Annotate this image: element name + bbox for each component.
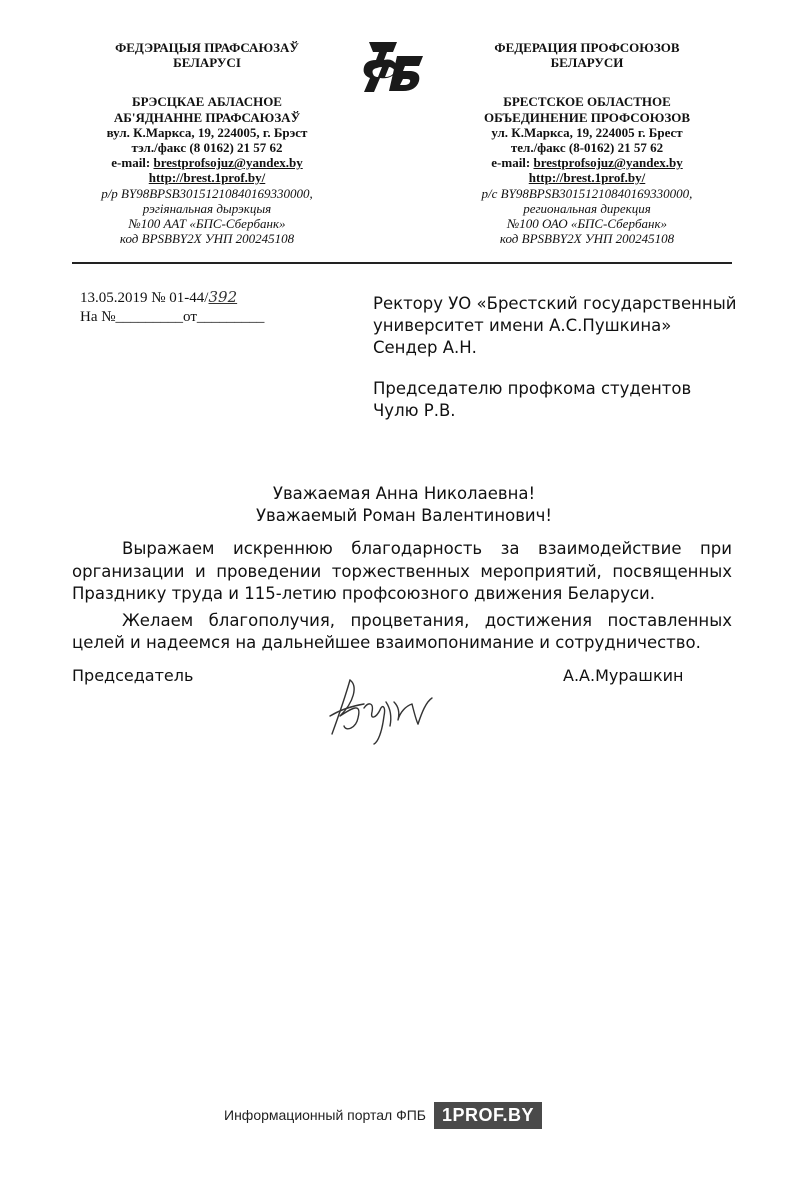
bank-name: №100 ААТ «БПС-Сбербанк» bbox=[128, 216, 286, 232]
handwritten-signature-icon bbox=[328, 672, 438, 747]
phone: тэл./факс (8 0162) 21 57 62 bbox=[131, 140, 283, 156]
body-paragraph: Желаем благополучия, процветания, достижения поставленных целей и надеемся на дальнейшее взаимопонимание и сотрудничество. bbox=[72, 610, 732, 652]
outgoing-number: 13.05.2019 № 01-44/392 bbox=[80, 288, 238, 306]
org-name-line2: БЕЛАРУСИ bbox=[550, 55, 624, 71]
header-left bbox=[72, 40, 342, 246]
footer bbox=[224, 1100, 542, 1130]
letter-body bbox=[72, 538, 732, 659]
branch-name-line2: АБ'ЯДНАННЕ ПРАФСАЮЗАЎ bbox=[113, 109, 301, 125]
fpb-logo-icon bbox=[363, 38, 427, 98]
addressee-line: Председателю профкома студентов bbox=[373, 379, 692, 398]
header-divider bbox=[72, 262, 732, 264]
bank-name: №100 ОАО «БПС-Сбербанк» bbox=[506, 216, 668, 232]
reference-block bbox=[80, 288, 264, 327]
bank-directorate: региональная дирекция bbox=[523, 200, 651, 216]
phone: тел./факс (8-0162) 21 57 62 bbox=[510, 140, 664, 156]
footer-text: Информационный портал ФПБ bbox=[224, 1107, 426, 1123]
addressee-block bbox=[373, 293, 763, 422]
org-name-line1: ФЕДЭРАЦЫЯ ПРАФСАЮЗАЎ bbox=[115, 40, 299, 55]
branch-name-line1: БРЭСЦКАЕ АБЛАСНОЕ bbox=[132, 94, 282, 110]
header-right bbox=[452, 40, 722, 246]
addressee-line: Ректору УО «Брестский государственный bbox=[373, 294, 737, 313]
bank-codes: код BPSBBY2X УНП 200245108 bbox=[499, 231, 675, 247]
email-label: e-mail: bbox=[111, 155, 151, 171]
bank-account: р/с BY98BPSB30151210840169330000, bbox=[481, 185, 693, 201]
email-label: e-mail: bbox=[491, 155, 531, 171]
greeting-line: Уважаемая Анна Николаевна! bbox=[272, 484, 536, 503]
org-name-line2: БЕЛАРУСІ bbox=[173, 55, 241, 71]
addressee-line: университет имени А.С.Пушкина» bbox=[373, 316, 672, 335]
org-name-line1: ФЕДЕРАЦИЯ ПРОФСОЮЗОВ bbox=[494, 40, 680, 55]
greeting-line: Уважаемый Роман Валентинович! bbox=[255, 506, 553, 525]
bank-directorate: рэгіянальная дырэкцыя bbox=[142, 200, 272, 216]
website-link[interactable]: http://brest.1prof.by/ bbox=[528, 170, 646, 186]
address: ул. К.Маркса, 19, 224005 г. Брест bbox=[491, 124, 683, 140]
body-paragraph: Выражаем искреннюю благодарность за взаимодействие при организации и проведении торжественных мероприятий, посвященных Празднику труда и 115-летию профсоюзного движения Беларуси. bbox=[72, 539, 732, 603]
email-link[interactable]: brestprofsojuz@yandex.by bbox=[533, 155, 683, 171]
email-line bbox=[72, 155, 342, 170]
addressee-line: Сендер А.Н. bbox=[373, 338, 477, 357]
greeting bbox=[100, 483, 708, 527]
email-line bbox=[452, 155, 722, 170]
branch-name-line1: БРЕСТСКОЕ ОБЛАСТНОЕ bbox=[503, 94, 671, 110]
branch-name-line2: ОБЪЕДИНЕНИЕ ПРОФСОЮЗОВ bbox=[483, 109, 690, 125]
reply-reference: На №_________от_________ bbox=[80, 309, 265, 325]
addressee-line: Чулю Р.В. bbox=[373, 401, 456, 420]
bank-codes: код BPSBBY2X УНП 200245108 bbox=[119, 231, 295, 247]
signer-position: Председатель bbox=[72, 666, 194, 685]
email-link[interactable]: brestprofsojuz@yandex.by bbox=[153, 155, 303, 171]
address: вул. К.Маркса, 19, 224005, г. Брэст bbox=[106, 124, 308, 140]
website-link[interactable]: http://brest.1prof.by/ bbox=[148, 170, 266, 186]
signer-name: А.А.Мурашкин bbox=[563, 666, 684, 685]
bank-account: р/р BY98BPSB30151210840169330000, bbox=[101, 185, 313, 201]
portal-badge[interactable]: 1PROF.BY bbox=[434, 1102, 542, 1129]
handwritten-number: 392 bbox=[208, 288, 238, 306]
